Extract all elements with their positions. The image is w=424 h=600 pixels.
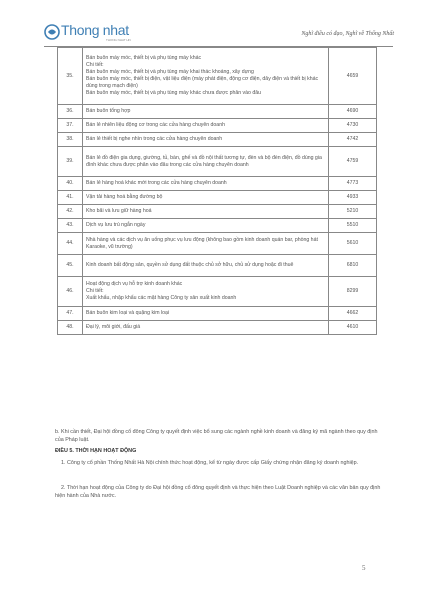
- business-line-description: [83, 321, 329, 335]
- paragraph-b: b. Khi cần thiết, Đại hội đồng cổ đông Công ty quyết định việc bổ sung các ngành nghề kinh doanh và đăng ký mã ngành theo quy định của Pháp luật.: [55, 429, 378, 443]
- description-line: Hoạt động dịch vụ hỗ trợ kinh doanh khác: [86, 281, 183, 287]
- company-logo-icon: [44, 24, 60, 40]
- row-number: 41.: [58, 191, 83, 205]
- row-number: 48.: [58, 321, 83, 335]
- description-line: Bán lẻ nhiên liệu động cơ trong các cửa hàng chuyên doanh: [86, 122, 225, 128]
- table-row: [58, 307, 377, 321]
- page-number: 5: [362, 564, 366, 572]
- industry-code: 4610: [329, 321, 377, 335]
- description-line: Chi tiết:: [86, 288, 104, 294]
- row-number: 43.: [58, 219, 83, 233]
- row-number: 38.: [58, 133, 83, 147]
- industry-code: 4662: [329, 307, 377, 321]
- row-number: 44.: [58, 233, 83, 255]
- description-line: Bán lẻ đồ điện gia dụng, giường, tủ, bàn, ghế và đồ nội thất tương tự, đèn và bộ đèn điện, đồ dùng gia đình khác chưa được phân vào đâu trong các cửa hàng chuyên doanh: [86, 154, 322, 168]
- industry-code: 4933: [329, 191, 377, 205]
- table-row: [58, 205, 377, 219]
- business-line-description: [83, 191, 329, 205]
- article-5-clause-1: 1. Công ty cổ phần Thống Nhất Hà Nội chính thức hoạt động, kể từ ngày được cấp Giấy chứng nhận đăng ký doanh nghiệp.: [61, 460, 359, 466]
- row-number: 36.: [58, 105, 83, 119]
- business-line-description: [83, 219, 329, 233]
- description-line: Bán buôn máy móc, thiết bị và phụ tùng máy khác: [86, 55, 202, 61]
- row-number: 40.: [58, 177, 83, 191]
- description-line: Kho bãi và lưu giữ hàng hoá: [86, 208, 152, 214]
- article-5-clause-2: 2. Thời hạn hoạt động của Công ty do Đại hội đồng cổ đông quyết định và thực hiện theo Luật Doanh nghiệp và các văn bản quy định hiện hành của Nhà nước.: [55, 485, 381, 499]
- business-lines-table: [57, 47, 377, 335]
- industry-code: 6810: [329, 255, 377, 277]
- business-line-description: [83, 255, 329, 277]
- row-number: 35.: [58, 48, 83, 105]
- business-line-description: [83, 307, 329, 321]
- table-row: [58, 119, 377, 133]
- table-row: [58, 233, 377, 255]
- industry-code: 4730: [329, 119, 377, 133]
- industry-code: 4759: [329, 147, 377, 177]
- description-line: Bán buôn máy móc, thiết bị điện, vật liệu điện (máy phát điện, động cơ điện, dây điện và thiết bị khác dùng trong mạch điện): [86, 76, 319, 89]
- description-line: Bán buôn tổng hợp: [86, 108, 131, 114]
- description-line: Đại lý, môi giới, đấu giá: [86, 324, 141, 330]
- description-line: Dịch vụ lưu trú ngắn ngày: [86, 222, 146, 228]
- description-line: Bán lẻ hàng hoá khác mới trong các cửa hàng chuyên doanh: [86, 180, 227, 186]
- row-number: 46.: [58, 277, 83, 307]
- industry-code: 4773: [329, 177, 377, 191]
- description-line: Nhà hàng và các dịch vụ ăn uống phục vụ lưu động (không bao gồm kinh doanh quán bar, phòng hát Karaoke, vũ trường): [86, 236, 318, 250]
- row-number: 37.: [58, 119, 83, 133]
- table-row: [58, 105, 377, 119]
- business-line-description: [83, 233, 329, 255]
- industry-code: 4659: [329, 48, 377, 105]
- industry-code: 5210: [329, 205, 377, 219]
- table-row: [58, 219, 377, 233]
- row-number: 39.: [58, 147, 83, 177]
- business-line-description: [83, 205, 329, 219]
- description-line: Bán lẻ thiết bị nghe nhìn trong các cửa hàng chuyên doanh: [86, 136, 223, 142]
- description-line: Vận tải hàng hoá bằng đường bộ: [86, 194, 163, 200]
- header-motto: Nghĩ điều có đạo, Nghĩ về Thống Nhất: [301, 31, 394, 37]
- description-line: Bán buôn kim loại và quặng kim loại: [86, 310, 170, 316]
- industry-code: 8299: [329, 277, 377, 307]
- table-row: [58, 321, 377, 335]
- table-row: [58, 177, 377, 191]
- row-number: 42.: [58, 205, 83, 219]
- business-line-description: [83, 277, 329, 307]
- industry-code: 5610: [329, 233, 377, 255]
- business-line-description: [83, 133, 329, 147]
- company-logo-subtitle: THONG NHAT HN: [106, 38, 131, 42]
- company-logo-text: Thong nhat: [61, 22, 129, 38]
- article-5-title: ĐIỀU 5. THỜI HẠN HOẠT ĐỘNG: [55, 448, 137, 454]
- business-line-description: [83, 119, 329, 133]
- business-line-description: [83, 48, 329, 105]
- table-row: [58, 133, 377, 147]
- table-row: [58, 277, 377, 307]
- table-row: [58, 147, 377, 177]
- industry-code: 5510: [329, 219, 377, 233]
- description-line: Bán buôn máy móc, thiết bị và phụ tùng máy khai thác khoáng, xây dựng: [86, 69, 254, 75]
- description-line: Chi tiết:: [86, 62, 104, 68]
- row-number: 47.: [58, 307, 83, 321]
- business-line-description: [83, 147, 329, 177]
- industry-code: 4690: [329, 105, 377, 119]
- business-line-description: [83, 177, 329, 191]
- table-row: [58, 48, 377, 105]
- table-row: [58, 255, 377, 277]
- industry-code: 4742: [329, 133, 377, 147]
- table-row: [58, 191, 377, 205]
- row-number: 45.: [58, 255, 83, 277]
- description-line: Kinh doanh bất động sản, quyền sử dụng đất thuộc chủ sở hữu, chủ sử dụng hoặc đi thuê: [86, 262, 294, 268]
- description-line: Bán buôn máy móc, thiết bị và phụ tùng máy khác chưa được phân vào đâu: [86, 90, 262, 96]
- business-line-description: [83, 105, 329, 119]
- description-line: Xuất khẩu, nhập khẩu các mặt hàng Công ty sản xuất kinh doanh: [86, 295, 237, 301]
- page-header: [44, 22, 394, 46]
